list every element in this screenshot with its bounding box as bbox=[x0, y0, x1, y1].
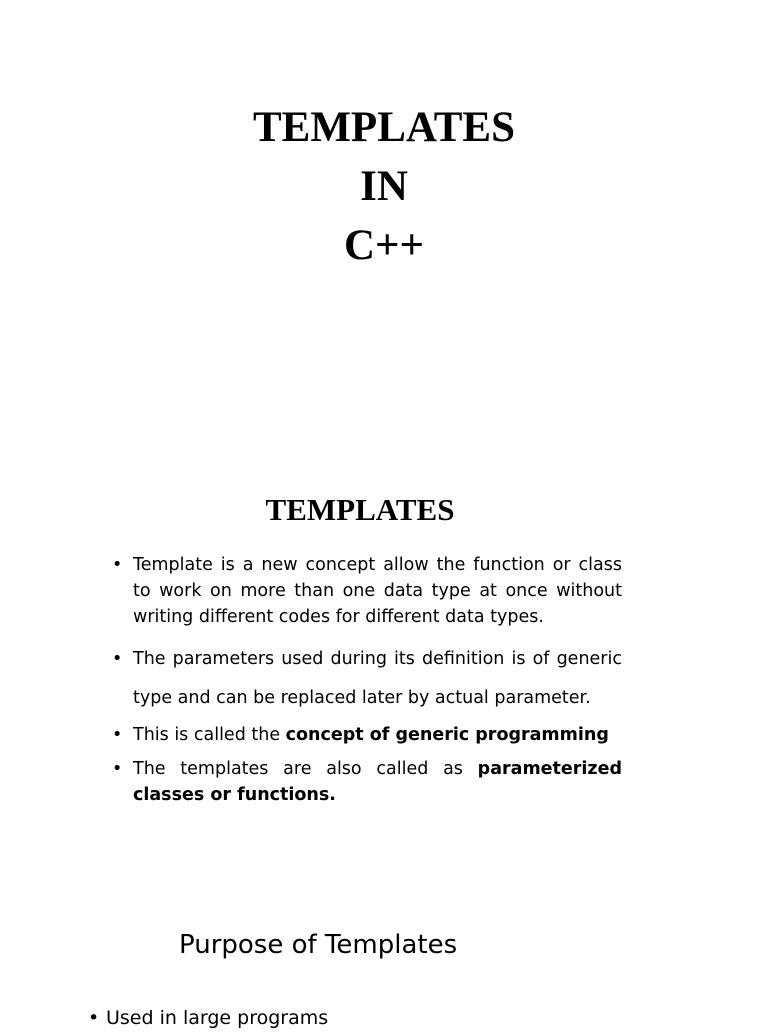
bullet-dot-icon: • bbox=[88, 1007, 100, 1029]
list-item bbox=[112, 640, 622, 718]
bullet-text: This is called the bbox=[133, 725, 286, 745]
bullet-text: The parameters used during its definition is of generic type and can be replaced later by actual parameter. bbox=[133, 649, 622, 708]
bullet-text: Template is a new concept allow the function or class to work on more than one data type at once without writing different codes for different data types. bbox=[133, 555, 622, 627]
title-line-2: IN bbox=[360, 163, 408, 210]
title-line-1: TEMPLATES bbox=[252, 104, 516, 151]
bullet-list bbox=[112, 552, 622, 808]
list-item bbox=[88, 1004, 328, 1032]
slide-purpose bbox=[0, 870, 768, 1029]
bullet-dot-icon: • bbox=[112, 759, 123, 779]
bullet-list bbox=[88, 1004, 328, 1032]
slide-templates bbox=[0, 440, 768, 870]
slide-title bbox=[0, 0, 768, 440]
title-line-3: C++ bbox=[343, 222, 425, 269]
slide-heading: TEMPLATES bbox=[265, 492, 455, 527]
bullet-text: Used in large programs bbox=[106, 1007, 329, 1029]
bullet-dot-icon: • bbox=[112, 649, 123, 669]
main-title bbox=[0, 98, 768, 275]
list-item bbox=[112, 552, 622, 630]
bullet-text: The templates are also called as bbox=[133, 759, 478, 779]
list-item bbox=[112, 756, 622, 808]
bullet-dot-icon: • bbox=[112, 555, 123, 575]
bullet-text-bold: concept of generic programming bbox=[285, 725, 609, 745]
slide-heading: Purpose of Templates bbox=[179, 930, 458, 960]
bullet-dot-icon: • bbox=[112, 725, 123, 745]
bullet-text-bold: parameterized classes or functions. bbox=[133, 759, 622, 805]
list-item bbox=[112, 722, 622, 748]
